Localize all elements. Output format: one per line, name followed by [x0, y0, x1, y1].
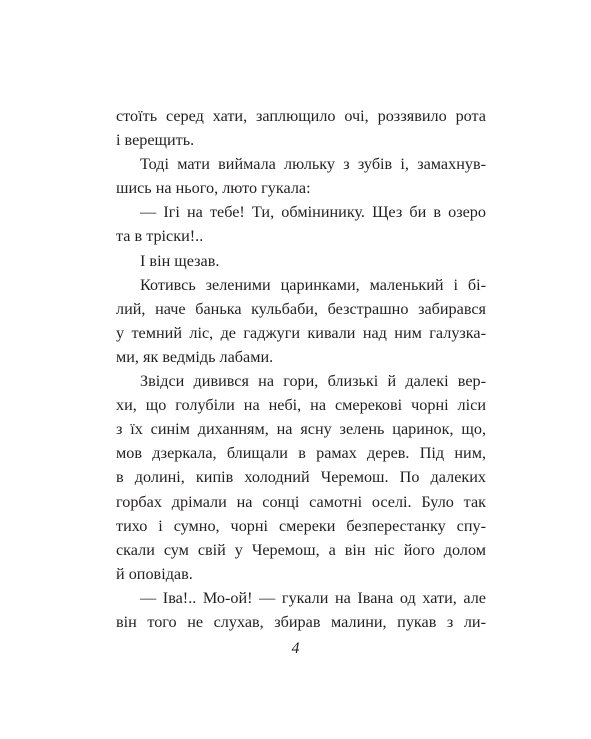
- text-line: мов дзеркала, блищали в рамах дерев. Під ним,: [116, 444, 486, 463]
- text-line: Тоді мати виймала люльку з зубів і, замахнув-: [140, 155, 486, 174]
- text-line: — Ігі на тебе! Ти, обмінинику. Щез би в озеро: [140, 203, 486, 222]
- text-line: шись на нього, люто гукала:: [116, 179, 311, 198]
- text-line: з їх синім диханням, на ясну зелень царинок, що,: [116, 420, 486, 439]
- text-line: хи, що голубіли на небі, на смерекові чорні ліси: [116, 396, 486, 415]
- text-line: Котивсь зеленими царинками, маленький і бі-: [140, 275, 486, 294]
- text-line: й оповідав.: [116, 564, 193, 583]
- text-line: — Іва!.. Мо-ой! — гукали на Івана од хати, але: [140, 588, 486, 607]
- body-text: [116, 104, 486, 634]
- text-line: в долині, кипів холодний Черемош. По далеких: [116, 468, 486, 487]
- text-line: горбах дрімали на сонці самотні оселі. Було так: [116, 492, 486, 511]
- text-line: лий, наче банька кульбаби, безстрашно забирався: [116, 299, 486, 318]
- text-line: тихо і сумно, чорні смереки безперестанку спу-: [116, 516, 486, 535]
- text-line: ми, як ведмідь лабами.: [116, 347, 274, 366]
- text-line: Звідси дивився на гори, близькі й далекі вер-: [140, 372, 486, 391]
- text-line: і верещить.: [116, 131, 195, 150]
- text-line: скали сум свій у Черемош, а він ніс його долом: [116, 540, 486, 559]
- page-number: 4: [291, 640, 300, 657]
- text-line: та в тріски!..: [116, 227, 204, 246]
- text-line: стоїть серед хати, заплющило очі, роззявило рота: [116, 107, 486, 125]
- text-line: І він щезав.: [140, 251, 220, 270]
- text-line: у темний ліс, де гаджуги кивали над ним галузка-: [116, 323, 486, 342]
- text-line: він того не слухав, збирав малини, пукав з ли-: [116, 612, 486, 631]
